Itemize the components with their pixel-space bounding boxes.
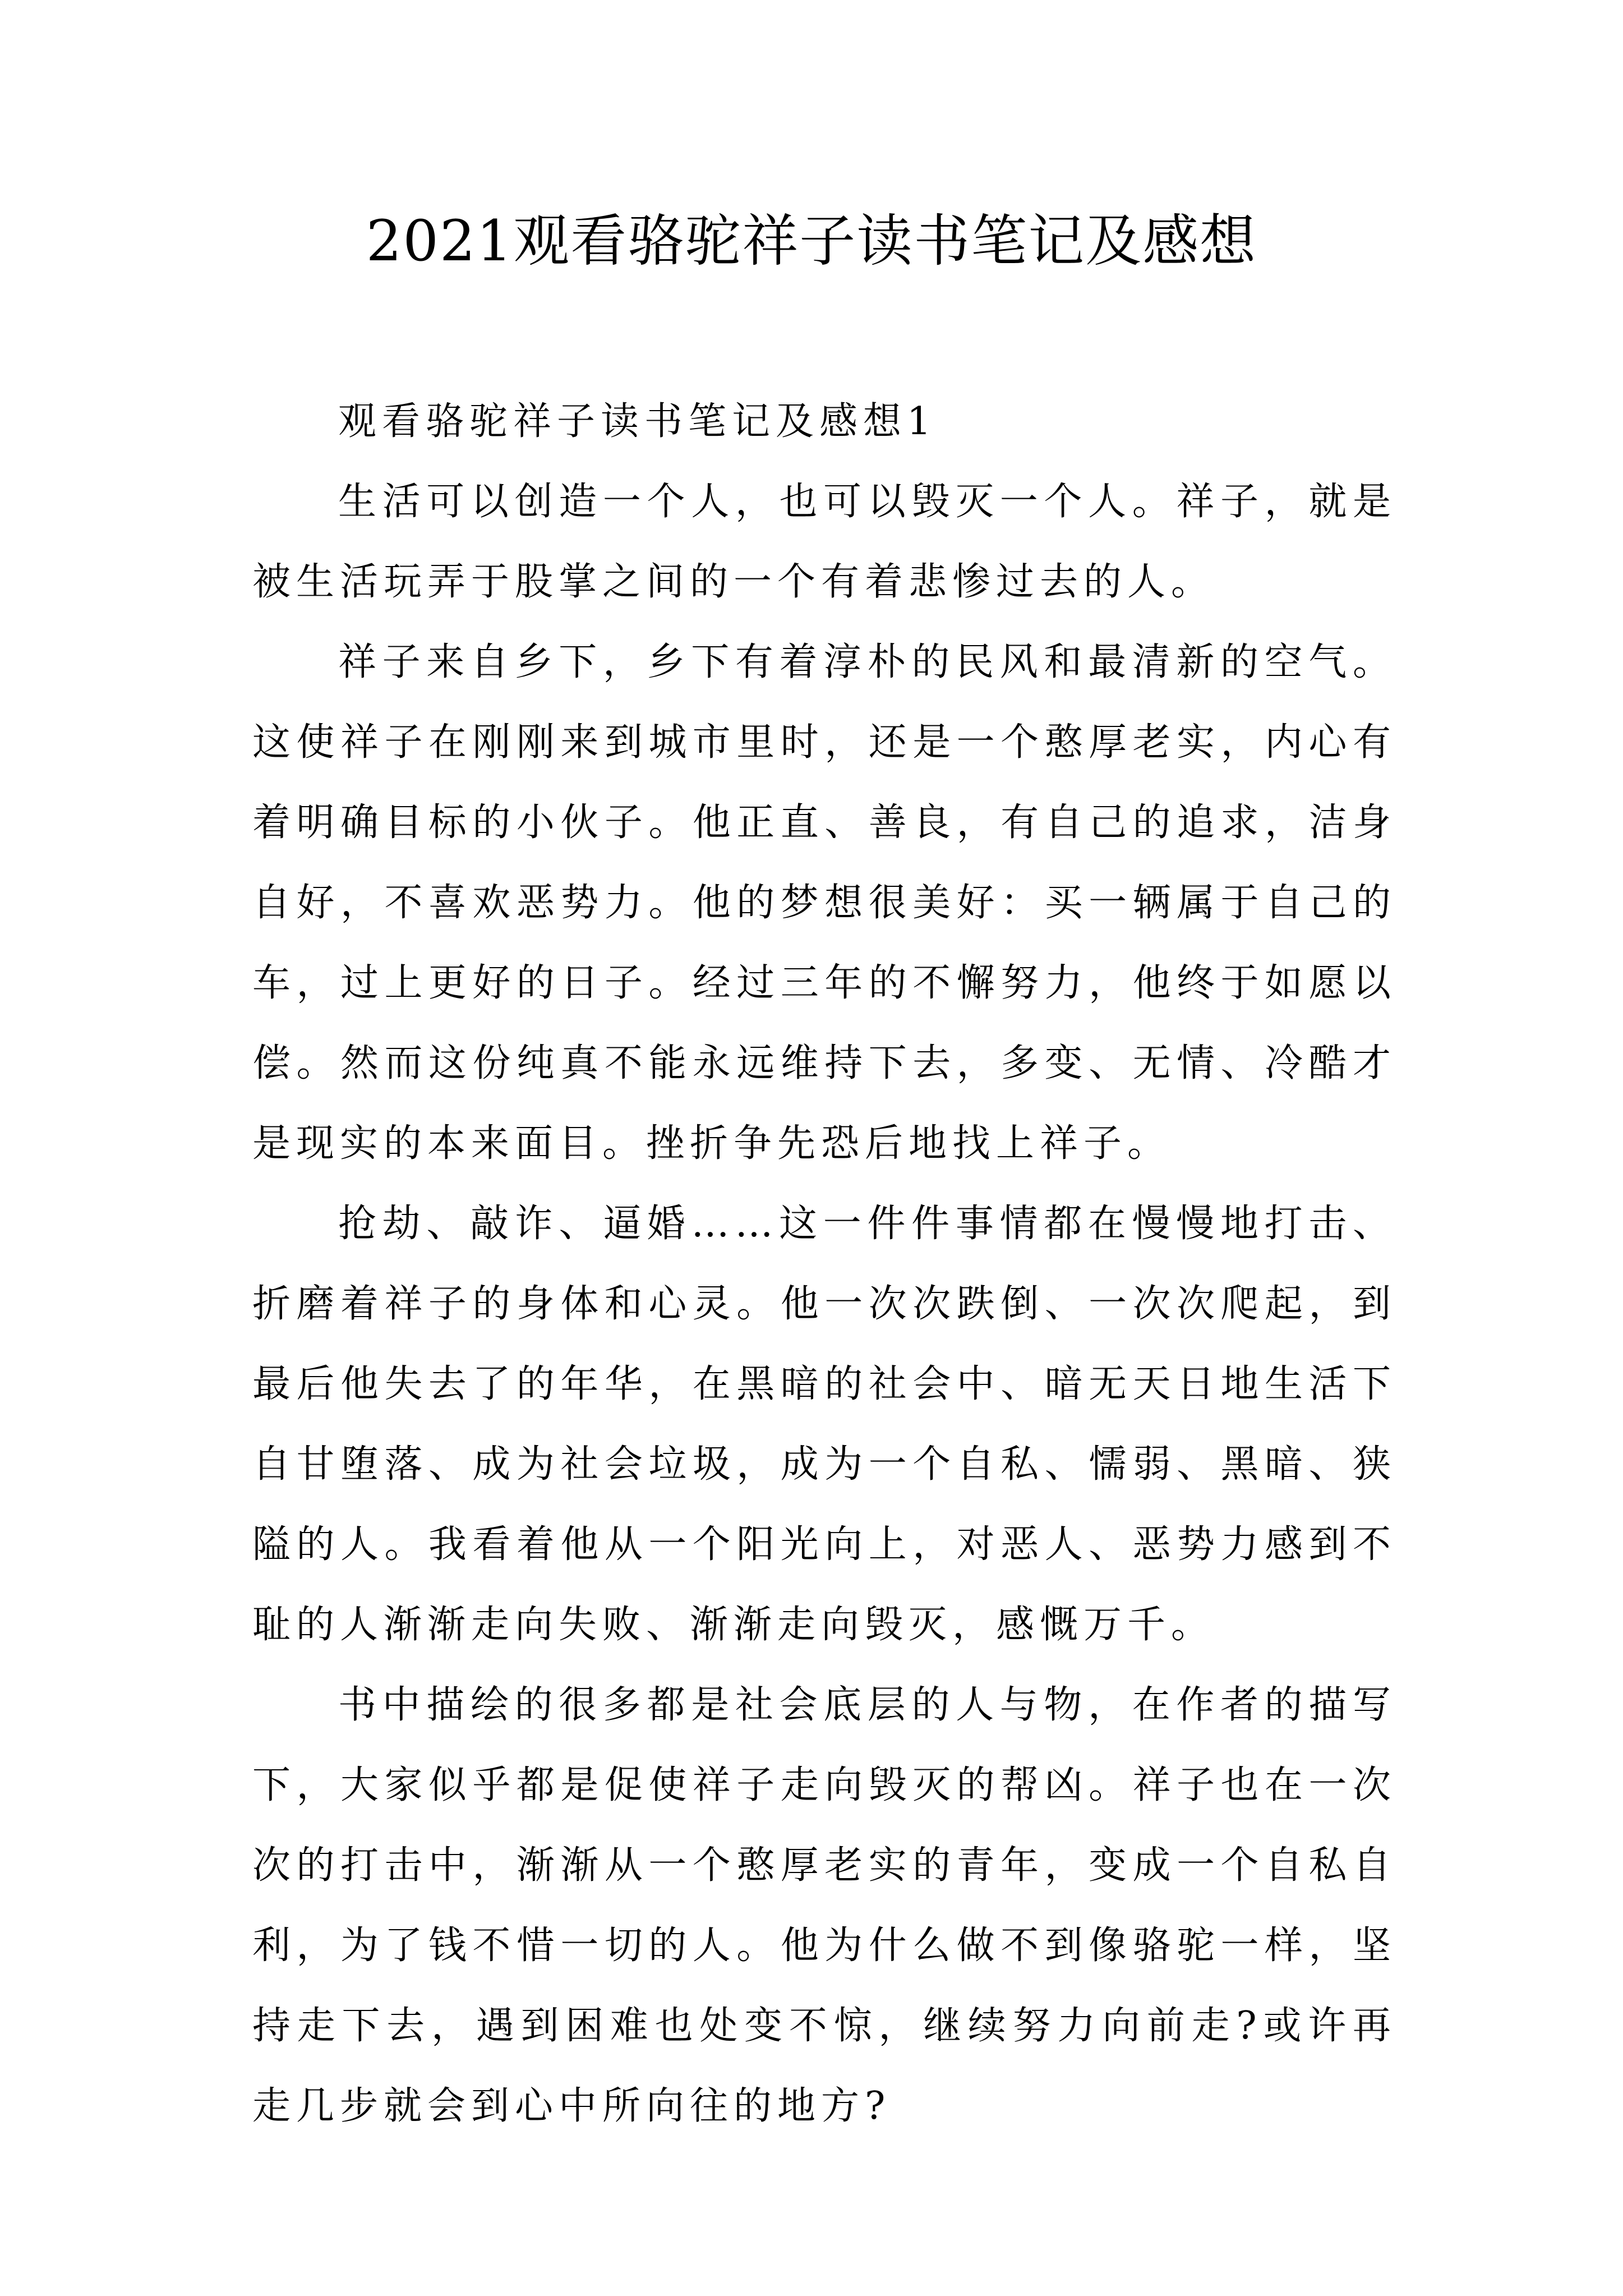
paragraph: 祥子来自乡下，乡下有着淳朴的民风和最清新的空气。这使祥子在刚刚来到城市里时，还是一个憨厚老实，内心有着明确目标的小伙子。他正直、善良，有自己的追求，洁身自好，不喜欢恶势力。他的梦想很美好：买一辆属于自己的车，过上更好的日子。经过三年的不懈努力，他终于如愿以偿。然而这份纯真不能永远维持下去，多变、无情、冷酷才是现实的本来面目。挫折争先恐后地找上祥子。 bbox=[252, 640, 1396, 1166]
paragraph: 书中描绘的很多都是社会底层的人与物，在作者的描写下，大家似乎都是促使祥子走向毁灭的帮凶。祥子也在一次次的打击中，渐渐从一个憨厚老实的青年，变成一个自私自利，为了钱不惜一切的人。他为什么做不到像骆驼一样，坚持走下去，遇到困难也处变不惊，继续努力向前走?或许再走几步就会到心中所向往的地方? bbox=[252, 1683, 1396, 2128]
paragraph-subheading: 观看骆驼祥子读书笔记及感想1 bbox=[338, 399, 937, 444]
document-body bbox=[252, 381, 1396, 2146]
document-title: 2021观看骆驼祥子读书笔记及感想 bbox=[366, 208, 1257, 274]
paragraph: 生活可以创造一个人，也可以毁灭一个人。祥子，就是被生活玩弄于股掌之间的一个有着悲惨过去的人。 bbox=[252, 480, 1396, 604]
paragraph: 抢劫、敲诈、逼婚……这一件件事情都在慢慢地打击、折磨着祥子的身体和心灵。他一次次跌倒、一次次爬起，到最后他失去了的年华，在黑暗的社会中、暗无天日地生活下自甘堕落、成为社会垃圾，成为一个自私、懦弱、黑暗、狭隘的人。我看着他从一个阳光向上，对恶人、恶势力感到不耻的人渐渐走向失败、渐渐走向毁灭，感慨万千。 bbox=[252, 1202, 1396, 1647]
